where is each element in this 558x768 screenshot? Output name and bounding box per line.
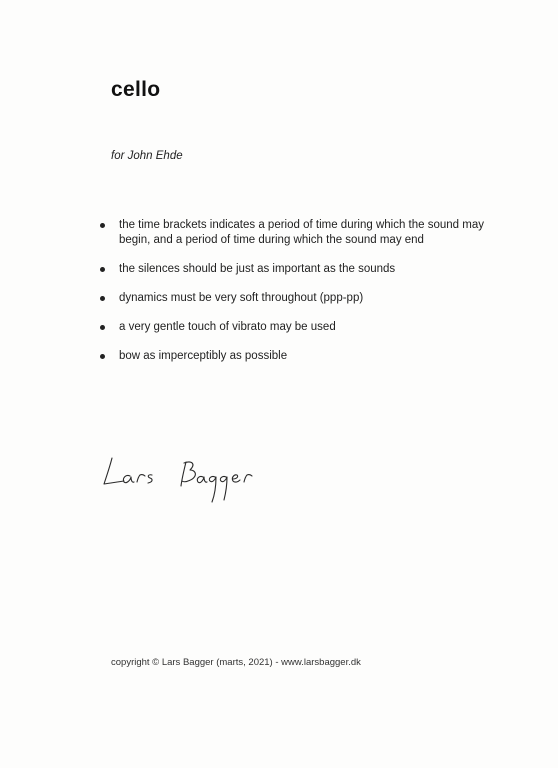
note-item bbox=[100, 349, 490, 364]
note-item bbox=[100, 291, 490, 306]
page-title: cello bbox=[111, 78, 161, 101]
note-text: the time brackets indicates a period of time during which the sound may begin, and a period of time during which the sound may end bbox=[119, 219, 484, 246]
note-item bbox=[100, 320, 490, 335]
bullet-icon bbox=[100, 223, 105, 228]
dedication: for John Ehde bbox=[111, 150, 183, 162]
note-text: the silences should be just as important as the sounds bbox=[119, 263, 396, 275]
note-item bbox=[100, 218, 490, 248]
performance-notes bbox=[100, 218, 490, 378]
bullet-icon bbox=[100, 267, 105, 272]
note-text: bow as imperceptibly as possible bbox=[119, 350, 288, 362]
bullet-icon bbox=[100, 296, 105, 301]
note-item bbox=[100, 262, 490, 277]
bullet-icon bbox=[100, 354, 105, 359]
handwritten-signature bbox=[100, 448, 280, 518]
copyright-footer: copyright © Lars Bagger (marts, 2021) - www.larsbagger.dk bbox=[111, 657, 361, 668]
bullet-icon bbox=[100, 325, 105, 330]
note-text: a very gentle touch of vibrato may be used bbox=[119, 321, 336, 333]
note-text: dynamics must be very soft throughout (ppp-pp) bbox=[119, 292, 364, 304]
